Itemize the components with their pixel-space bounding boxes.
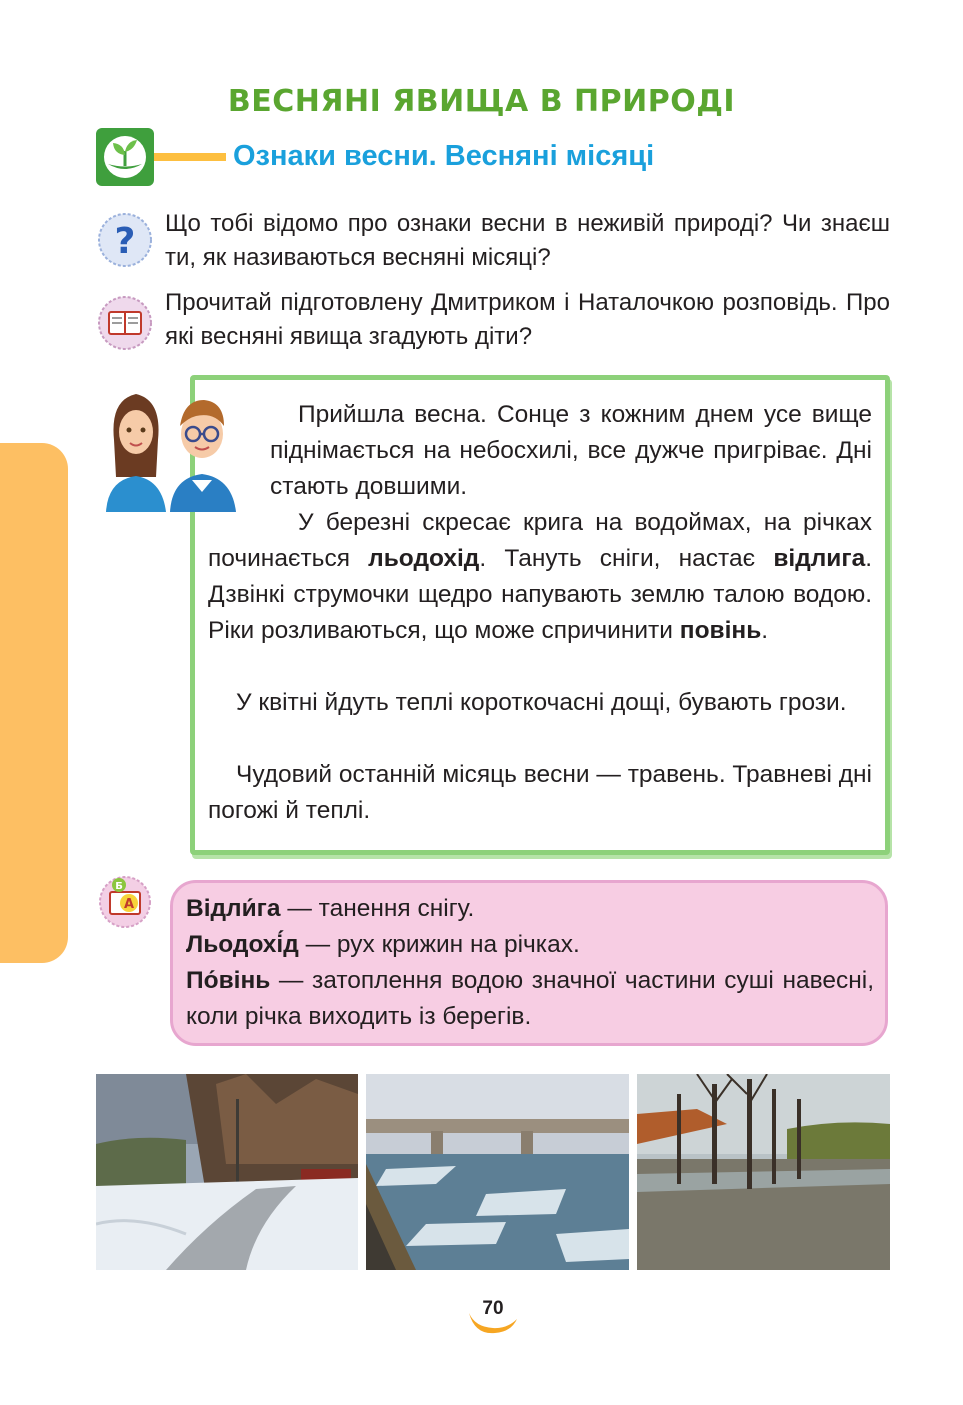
story-paragraph-1: Прийшла весна. Сонце з кожним днем усе вище піднімається на небосхилі, все дужче пригріває. Дні стають довшими. (270, 401, 872, 500)
dictionary-entry-ice-drift: Льодохі́д — рух крижин на річках. (186, 931, 580, 958)
task-question-text: Що тобі відомо про ознаки весни в неживій природі? Чи знаєш ти, як називаються весняні місяці? (165, 210, 890, 271)
svg-text:?: ? (114, 221, 136, 262)
chapter-title: ВЕСНЯНІ ЯВИЩА В ПРИРОДІ (227, 84, 736, 119)
dictionary-icon (97, 872, 153, 928)
page-number: 70 (482, 1298, 504, 1319)
story-paragraph-2: У березні скресає крига на водоймах, на річках починається льодохід. Тануть сніги, настає відлига. Дзвінкі струмочки щедро напувають землю талою водою. Ріки розливаються, що може спричинити повінь. (208, 509, 873, 644)
dictionary-entry-flood: По́вінь — затоплення водою значної частини суші навесні, коли річка виходить із берегів. (186, 967, 874, 1030)
topic-underline (154, 153, 226, 161)
side-tab (0, 443, 68, 963)
snowy-path-photo (96, 1074, 358, 1270)
children-illustration (96, 382, 248, 512)
sprout-icon (96, 128, 154, 186)
topic-title: Ознаки весни. Весняні місяці (233, 140, 655, 172)
river-ice-bridge-photo (366, 1074, 629, 1270)
page-number-badge (465, 1287, 521, 1339)
term-thaw: відлига (773, 545, 866, 572)
term-flood: повінь (679, 617, 762, 644)
book-icon (97, 295, 153, 351)
svg-text:А: А (123, 897, 135, 912)
flooded-trees-photo (637, 1074, 890, 1270)
story-paragraph-3: У квітні йдуть теплі короткочасні дощі, бувають грози. (236, 689, 847, 716)
dictionary-entry-thaw: Відли́га — танення снігу. (186, 895, 475, 922)
term-ice-drift: льодохід (368, 545, 480, 572)
question-icon (97, 212, 153, 268)
story-paragraph-4: Чудовий останній місяць весни — травень. Травневі дні погожі й теплі. (208, 761, 872, 824)
svg-text:Б: Б (115, 881, 123, 892)
task-reading-text: Прочитай підготовлену Дмитриком і Наталочкою розповідь. Про які весняні явища згадують діти? (165, 289, 890, 350)
